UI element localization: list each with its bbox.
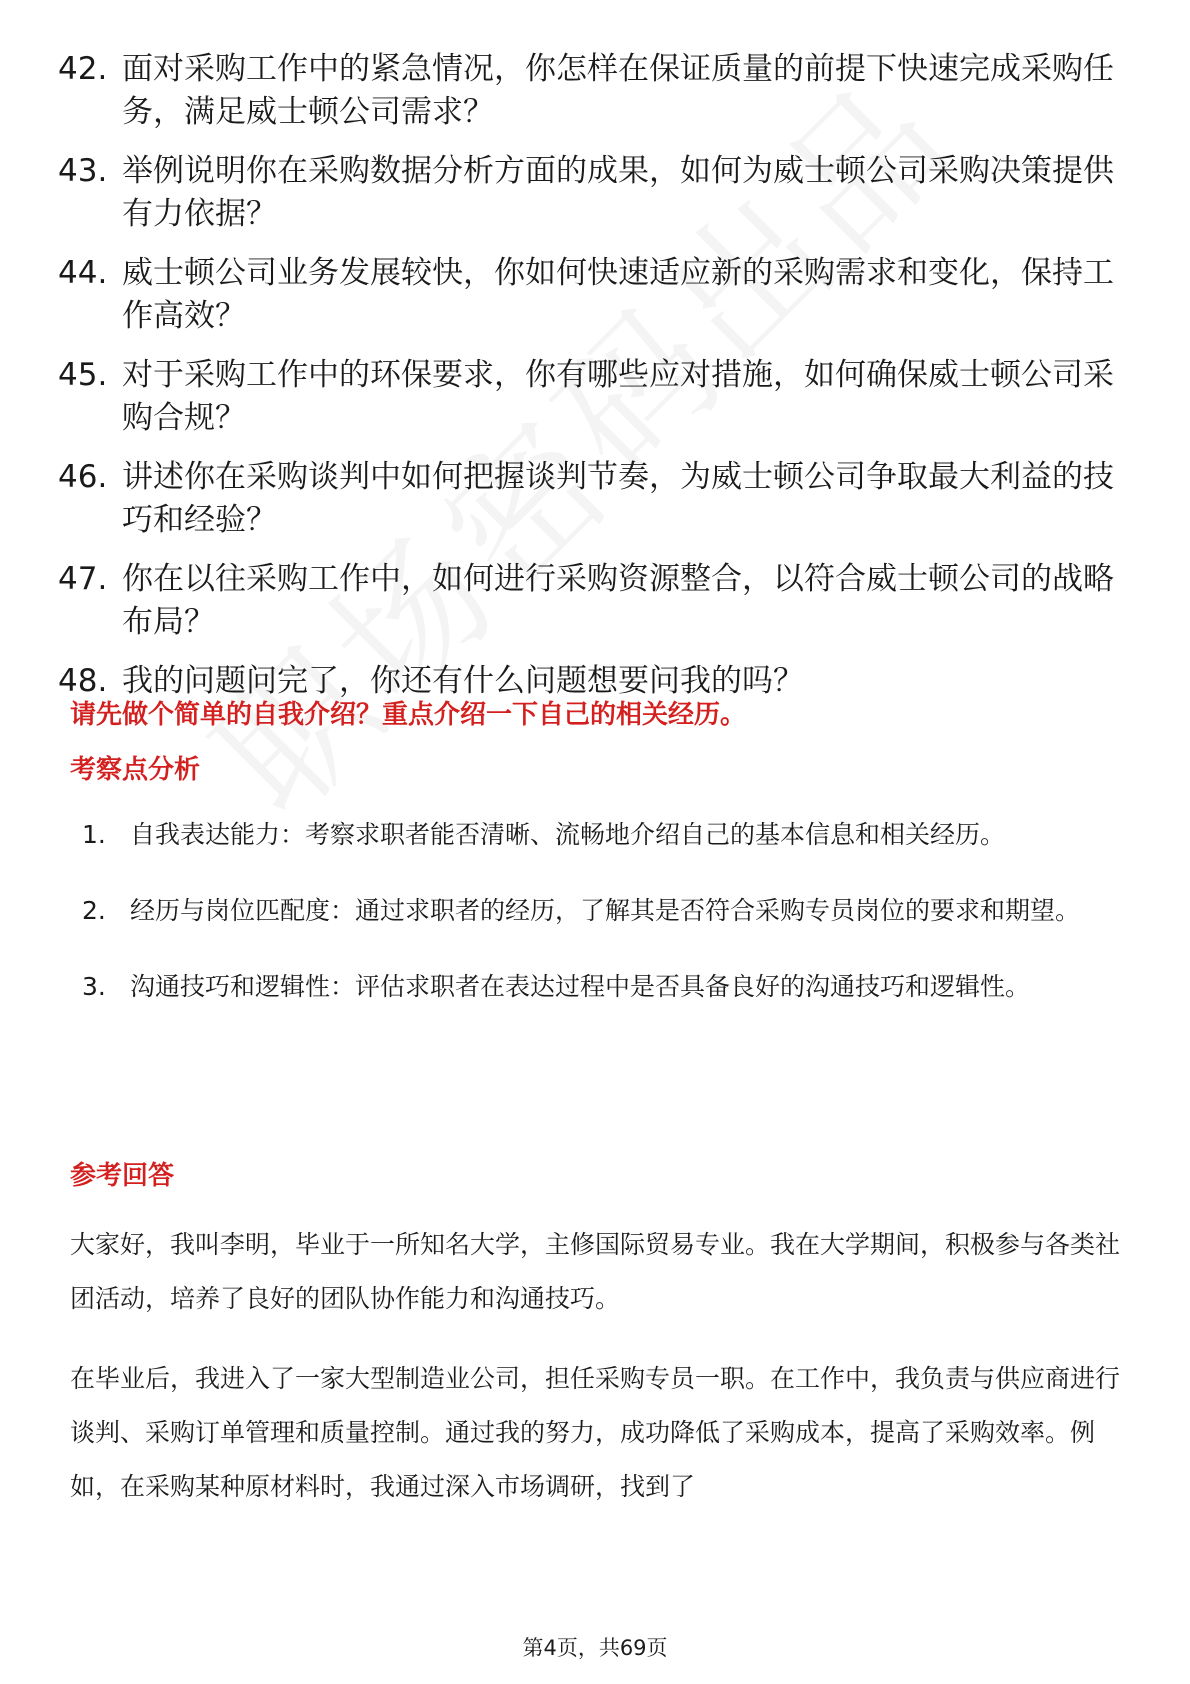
question-number: 45. xyxy=(58,357,108,393)
question-number: 47. xyxy=(58,561,108,597)
list-item xyxy=(58,558,1128,644)
point-text: 自我表达能力：考察求职者能否清晰、流畅地介绍自己的基本信息和相关经历。 xyxy=(130,820,1006,849)
question-text: 我的问题问完了，你还有什么问题想要问我的吗？ xyxy=(122,663,804,699)
point-number: 2. xyxy=(82,896,106,925)
answer-paragraph xyxy=(70,1352,1125,1514)
point-text: 沟通技巧和逻辑性：评估求职者在表达过程中是否具备良好的沟通技巧和逻辑性。 xyxy=(130,972,1031,1001)
list-item xyxy=(58,354,1128,440)
list-item xyxy=(58,48,1128,134)
question-text: 你在以往采购工作中，如何进行采购资源整合，以符合威士顿公司的战略布局？ xyxy=(122,561,1114,640)
question-number: 48. xyxy=(58,663,108,699)
list-item xyxy=(58,150,1128,236)
paragraph-text: 大家好，我叫李明，毕业于一所知名大学，主修国际贸易专业。我在大学期间，积极参与各类社团活动，培养了良好的团队协作能力和沟通技巧。 xyxy=(70,1230,1121,1313)
list-item xyxy=(58,252,1128,338)
question-list xyxy=(58,48,1128,719)
list-item xyxy=(70,960,1120,1014)
analysis-title: 考察点分析 xyxy=(70,755,201,785)
list-item xyxy=(58,456,1128,542)
list-item xyxy=(70,884,1120,938)
section-question: 请先做个简单的自我介绍？重点介绍一下自己的相关经历。 xyxy=(70,700,747,730)
point-number: 3. xyxy=(82,972,106,1001)
point-number: 1. xyxy=(82,820,106,849)
question-text: 对于采购工作中的环保要求，你有哪些应对措施，如何确保威士顿公司采购合规？ xyxy=(122,357,1114,436)
question-number: 44. xyxy=(58,255,108,291)
answer-paragraph xyxy=(70,1218,1125,1326)
question-text: 威士顿公司业务发展较快，你如何快速适应新的采购需求和变化，保持工作高效？ xyxy=(122,255,1114,334)
question-number: 46. xyxy=(58,459,108,495)
page-number: 第4页，共69页 xyxy=(522,1636,668,1660)
question-text: 举例说明你在采购数据分析方面的成果，如何为威士顿公司采购决策提供有力依据？ xyxy=(122,153,1114,232)
question-number: 42. xyxy=(58,51,108,87)
question-text: 讲述你在采购谈判中如何把握谈判节奏，为威士顿公司争取最大利益的技巧和经验？ xyxy=(122,459,1114,538)
list-item xyxy=(70,808,1120,862)
question-text: 面对采购工作中的紧急情况，你怎样在保证质量的前提下快速完成采购任务，满足威士顿公司需求？ xyxy=(122,51,1114,130)
answer-title: 参考回答 xyxy=(70,1161,175,1191)
paragraph-text: 在毕业后，我进入了一家大型制造业公司，担任采购专员一职。在工作中，我负责与供应商进行谈判、采购订单管理和质量控制。通过我的努力，成功降低了采购成本，提高了采购效率。例如，在采购某种原材料时，我通过深入市场调研，找到了 xyxy=(70,1364,1121,1501)
analysis-points xyxy=(70,808,1120,1036)
point-text: 经历与岗位匹配度：通过求职者的经历，了解其是否符合采购专员岗位的要求和期望。 xyxy=(130,896,1081,925)
question-number: 43. xyxy=(58,153,108,189)
